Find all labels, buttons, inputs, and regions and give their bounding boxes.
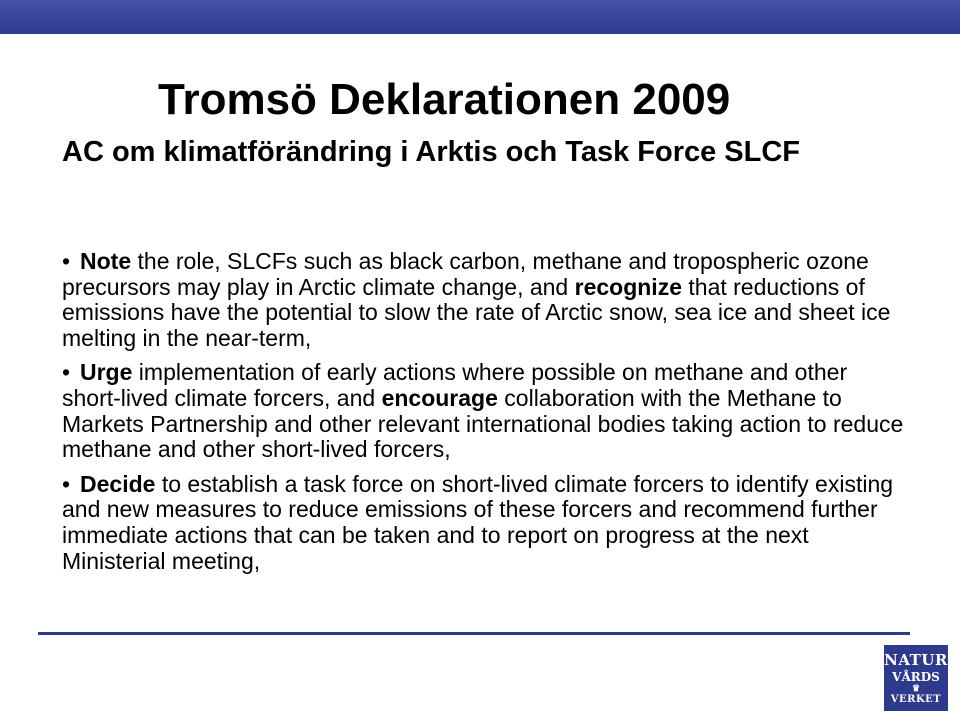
keyword-decide: Decide <box>80 470 156 497</box>
slide-title: Tromsö Deklarationen 2009 <box>158 75 731 124</box>
bullet-text: the role, SLCFs such as black carbon, methane and tropospheric ozone precursors may play in Arctic climate change, and <box>62 248 869 300</box>
logo-text-natur: NATUR <box>884 651 948 669</box>
bullet-text: implementation of early actions where possible on methane and other short-lived climate forcers, and <box>62 359 848 411</box>
slide-content <box>62 249 912 583</box>
bullet-item <box>62 472 912 574</box>
naturvardsverket-logo <box>884 645 948 711</box>
slide-subtitle: AC om klimatförändring i Arktis och Task Force SLCF <box>62 136 801 168</box>
bullet-text: to establish a task force on short-lived climate forcers to identify existing and new measures to reduce emissions of these forcers and recommend further immediate actions that can be taken and to report on progress at the next Ministerial meeting, <box>62 470 894 574</box>
top-banner <box>0 0 960 34</box>
bullet-text: collaboration with the Methane to Markets Partnership and other relevant international bodies taking action to reduce methane and other short-lived forcers, <box>62 384 904 463</box>
bullet-item <box>62 249 912 351</box>
bullet-text: that reductions of emissions have the potential to slow the rate of Arctic snow, sea ice and sheet ice melting in the near-term, <box>62 273 891 351</box>
logo-text-verket: VERKET <box>890 694 942 705</box>
logo-text-vards: VÅRDS <box>892 670 940 684</box>
keyword-recognize: recognize <box>574 273 682 300</box>
bullet-marker: • <box>62 470 71 497</box>
crown-icon: ♛ <box>911 684 921 694</box>
keyword-urge: Urge <box>80 359 133 386</box>
keyword-note: Note <box>80 248 132 274</box>
bullet-item <box>62 360 912 462</box>
bullet-marker: • <box>62 248 71 274</box>
footer-divider <box>38 632 910 635</box>
keyword-encourage: encourage <box>381 384 498 411</box>
bullet-marker: • <box>62 359 71 386</box>
